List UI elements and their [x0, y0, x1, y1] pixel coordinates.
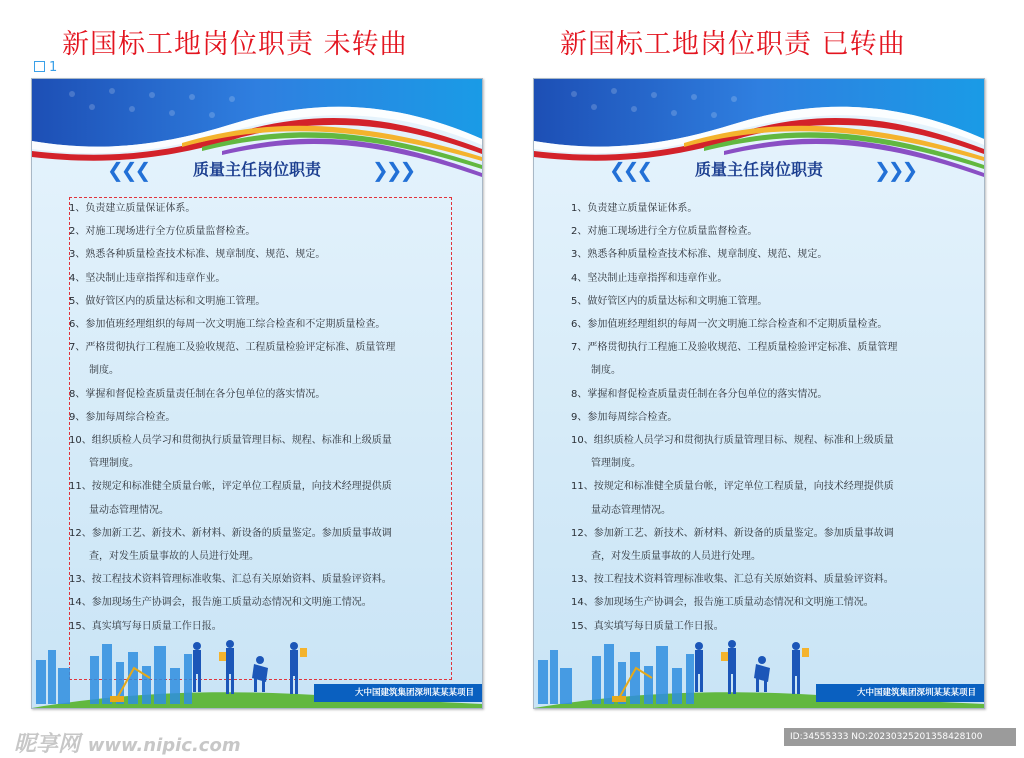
duty-item: 14、参加现场生产协调会，报告施工质量动态情况和文明施工情况。 [69, 597, 372, 609]
footer-bar [816, 684, 984, 702]
chevron-right-icon: ❯❯❯ [372, 158, 414, 182]
duty-item: 14、参加现场生产协调会，报告施工质量动态情况和文明施工情况。 [571, 597, 874, 609]
duty-item: 7、严格贯彻执行工程施工及验收规范、工程质量检验评定标准、质量管理 制度。 [571, 342, 898, 377]
duty-item: 1、负责建立质量保证体系。 [69, 203, 196, 214]
duty-item: 13、按工程技术资料管理标准收集、汇总有关原始资料、质量验评资料。 [69, 574, 392, 586]
heading-converted: 新国标工地岗位职责 已转曲 [560, 29, 906, 60]
text-frame-selection[interactable] [69, 197, 452, 680]
watermark-logo: 昵享网 [14, 732, 81, 757]
header-wave-graphic [534, 79, 984, 199]
site-watermark [14, 727, 241, 758]
duty-item: 4、坚决制止违章指挥和违章作业。 [69, 272, 226, 284]
duty-item: 11、按规定和标准健全质量台帐，评定单位工程质量，向技术经理提供质 量动态管理情况。 [69, 481, 392, 516]
duty-item: 12、参加新工艺、新技术、新材料、新设备的质量鉴定。参加质量事故调 查，对发生质量事故的人员进行处理。 [69, 527, 392, 563]
duty-item: 10、组织质检人员学习和贯彻执行质量管理目标、规程、标准和上级质量 管理制度。 [69, 435, 392, 470]
duty-item: 4、坚决制止违章指挥和违章作业。 [571, 272, 728, 284]
duty-item: 6、参加值班经理组织的每周一次文明施工综合检查和不定期质量检查。 [571, 319, 888, 331]
page-number: 1 [34, 60, 57, 75]
poster-title: 质量主任岗位职责 [192, 160, 321, 179]
duty-item: 3、熟悉各种质量检查技术标准、规章制度、规范、规定。 [571, 249, 828, 261]
duty-item: 5、做好管区内的质量达标和文明施工管理。 [69, 295, 266, 307]
duty-item: 7、严格贯彻执行工程施工及验收规范、工程质量检验评定标准、质量管理 制度。 [69, 342, 396, 377]
footer-company: 大中国建筑集团深圳某某某项目 [856, 688, 976, 698]
footer-company: 大中国建筑集团深圳某某某项目 [354, 688, 474, 698]
duty-item: 1、负责建立质量保证体系。 [571, 203, 698, 214]
duty-item: 12、参加新工艺、新技术、新材料、新设备的质量鉴定。参加质量事故调 查，对发生质量事故的人员进行处理。 [571, 527, 894, 563]
chevron-left-icon: ❮❮❮ [107, 158, 149, 182]
header-wave-graphic [32, 79, 482, 199]
image-id-label: ID:34555333 NO:20230325201358428100 [784, 728, 1016, 746]
duty-item: 6、参加值班经理组织的每周一次文明施工综合检查和不定期质量检查。 [69, 319, 386, 331]
duty-item: 8、掌握和督促检查质量责任制在各分包单位的落实情况。 [571, 388, 828, 400]
duty-item: 2、对施工现场进行全方位质量监督检查。 [69, 226, 256, 238]
chevron-left-icon: ❮❮❮ [609, 158, 651, 182]
duty-item: 9、参加每周综合检查。 [571, 411, 678, 423]
duty-item: 3、熟悉各种质量检查技术标准、规章制度、规范、规定。 [69, 249, 326, 261]
duty-item: 9、参加每周综合检查。 [69, 411, 176, 423]
duty-item: 13、按工程技术资料管理标准收集、汇总有关原始资料、质量验评资料。 [571, 574, 894, 586]
duty-item: 11、按规定和标准健全质量台帐，评定单位工程质量，向技术经理提供质 量动态管理情况。 [571, 481, 894, 516]
duty-item: 2、对施工现场进行全方位质量监督检查。 [571, 226, 758, 238]
duty-item: 15、真实填写每日质量工作日报。 [69, 620, 222, 632]
duty-item: 8、掌握和督促检查质量责任制在各分包单位的落实情况。 [69, 388, 326, 400]
title-row [32, 159, 482, 181]
chevron-right-icon: ❯❯❯ [874, 158, 916, 182]
poster-title: 质量主任岗位职责 [694, 160, 823, 179]
poster-unconverted [31, 78, 483, 709]
watermark-url: www.nipic.com [87, 735, 241, 756]
duty-item: 5、做好管区内的质量达标和文明施工管理。 [571, 295, 768, 307]
duty-item: 10、组织质检人员学习和贯彻执行质量管理目标、规程、标准和上级质量 管理制度。 [571, 435, 894, 470]
duty-item: 15、真实填写每日质量工作日报。 [571, 620, 724, 632]
poster-converted [533, 78, 985, 709]
title-row [534, 159, 984, 181]
footer-bar [314, 684, 482, 702]
duty-list [571, 197, 961, 638]
page-box-icon [34, 61, 45, 72]
heading-unconverted: 新国标工地岗位职责 未转曲 [62, 29, 408, 60]
